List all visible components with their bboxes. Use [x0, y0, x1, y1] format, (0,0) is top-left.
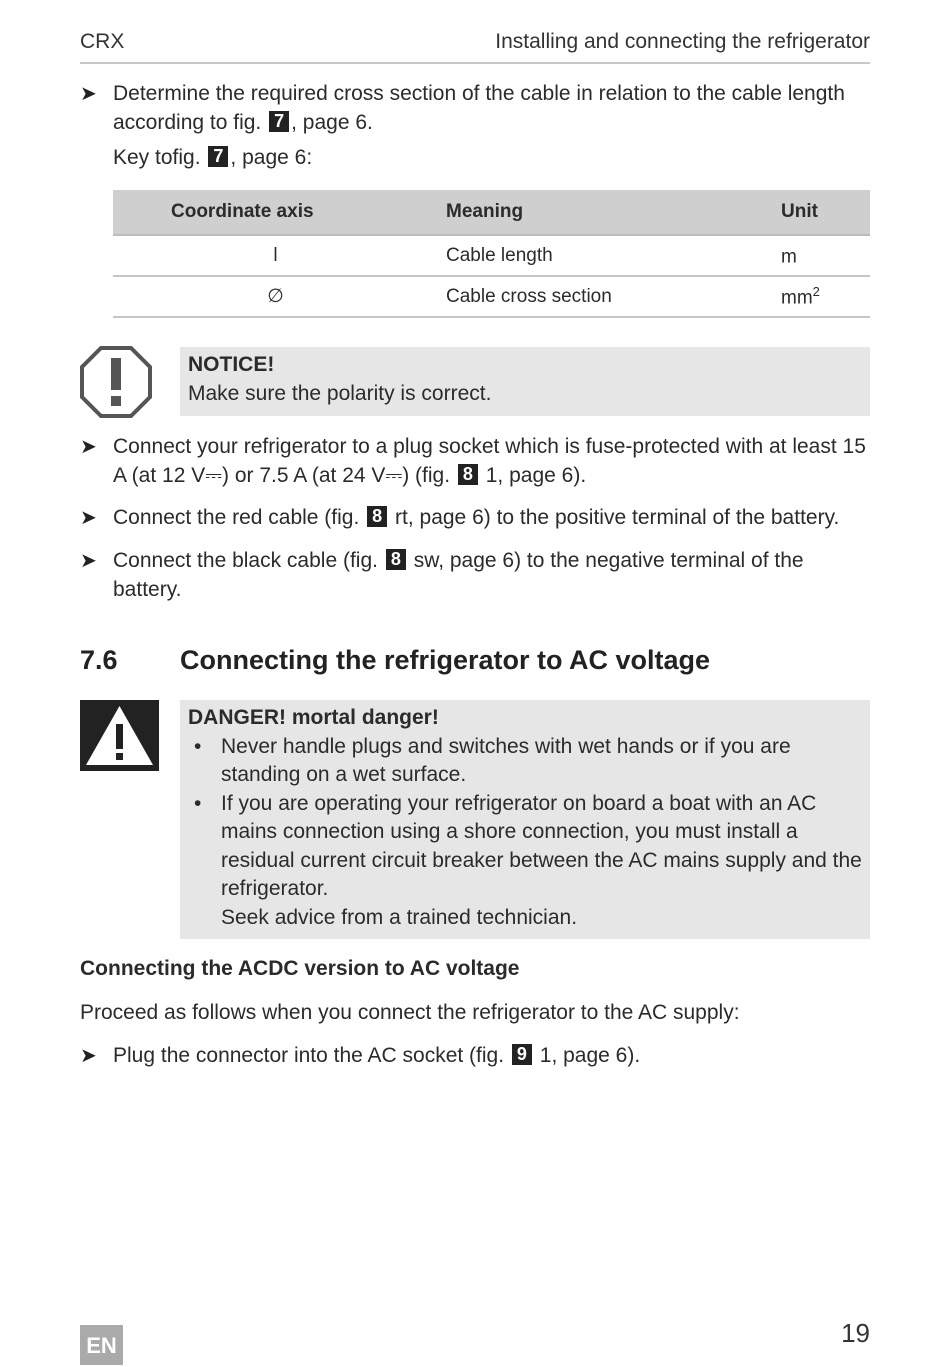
- danger-box: [180, 700, 870, 939]
- table-header: Coordinate axis: [113, 190, 438, 235]
- list-item: • Never handle plugs and switches with wet hands or if you are standing on a wet surface.: [194, 734, 791, 786]
- figure-ref: 7: [269, 111, 289, 132]
- subheading: Connecting the ACDC version to AC voltage: [80, 957, 520, 980]
- arrow-icon: ➤: [80, 436, 97, 458]
- table-row: [113, 276, 870, 317]
- step-determine-cross-section: ➤ Determine the required cross section of the cable in relation to the cable length according to fig. 7 , page 6.: [80, 82, 845, 134]
- figure-ref: 8: [386, 549, 406, 570]
- notice-box: [180, 347, 870, 416]
- table-header: Meaning: [438, 190, 781, 235]
- dc-symbol-icon: ⎓: [385, 463, 403, 487]
- language-tab: EN: [80, 1325, 123, 1365]
- table-cell: Cable cross section: [438, 276, 781, 317]
- header-chapter: Installing and connecting the refrigerator: [495, 30, 870, 53]
- step-connect-black-cable: ➤ Connect the black cable (fig. 8 sw, page 6) to the negative terminal of the battery.: [80, 549, 804, 601]
- section-number: 7.6: [80, 645, 118, 675]
- page: [80, 0, 870, 1365]
- key-line: Key tofig. 7 , page 6:: [113, 146, 313, 169]
- table-header-row: [113, 190, 870, 235]
- table-header: Unit: [781, 190, 870, 235]
- step-connect-red-cable: ➤ Connect the red cable (fig. 8 rt, page 6) to the positive terminal of the battery.: [80, 504, 870, 533]
- step-plug-connector: ➤ Plug the connector into the AC socket (fig. 9 1, page 6).: [80, 1042, 870, 1071]
- header-product: CRX: [80, 30, 125, 53]
- section-heading: [80, 645, 710, 676]
- arrow-icon: ➤: [80, 550, 97, 572]
- list-item: • If you are operating your refrigerator on board a boat with an AC mains connection using a shore connection, you must install a residual current circuit breaker between the AC mains supply and the refrigerator. Seek advice from a trained technician.: [194, 791, 862, 929]
- section-title: Connecting the refrigerator to AC voltage: [180, 645, 711, 675]
- intro-text: Proceed as follows when you connect the refrigerator to the AC supply:: [80, 1001, 740, 1024]
- dc-symbol-icon: ⎓: [205, 463, 222, 487]
- table-row: [113, 235, 870, 276]
- arrow-icon: ➤: [80, 83, 97, 105]
- table-cell: m: [781, 235, 870, 276]
- figure-ref: 9: [512, 1044, 532, 1065]
- notice-text: Make sure the polarity is correct.: [188, 381, 492, 405]
- figure-ref: 7: [208, 146, 228, 167]
- running-header: [80, 30, 870, 64]
- table-cell: ∅: [113, 276, 438, 317]
- step-connect-plug-socket: ➤ Connect your refrigerator to a plug socket which is fuse-protected with at least 15 A (at 12 V⎓) or 7.5 A (at 24 V⎓) (fig. 8 1, page 6).: [80, 435, 866, 487]
- danger-title: DANGER! mortal danger!: [188, 706, 439, 729]
- exclamation-octagon-icon: [80, 346, 152, 418]
- page-number: 19: [841, 1318, 870, 1348]
- notice-title: NOTICE!: [188, 353, 275, 376]
- table-cell: Cable length: [438, 235, 781, 276]
- key-table: [113, 190, 870, 318]
- danger-advice: Seek advice from a trained technician.: [221, 905, 578, 929]
- warning-triangle-icon: [80, 700, 159, 771]
- figure-ref: 8: [367, 506, 387, 527]
- arrow-icon: ➤: [80, 1045, 97, 1067]
- table-cell: l: [113, 235, 438, 276]
- figure-ref: 8: [458, 464, 478, 485]
- arrow-icon: ➤: [80, 507, 97, 529]
- table-cell: $mm^2$: [781, 276, 870, 317]
- danger-list: [188, 733, 862, 933]
